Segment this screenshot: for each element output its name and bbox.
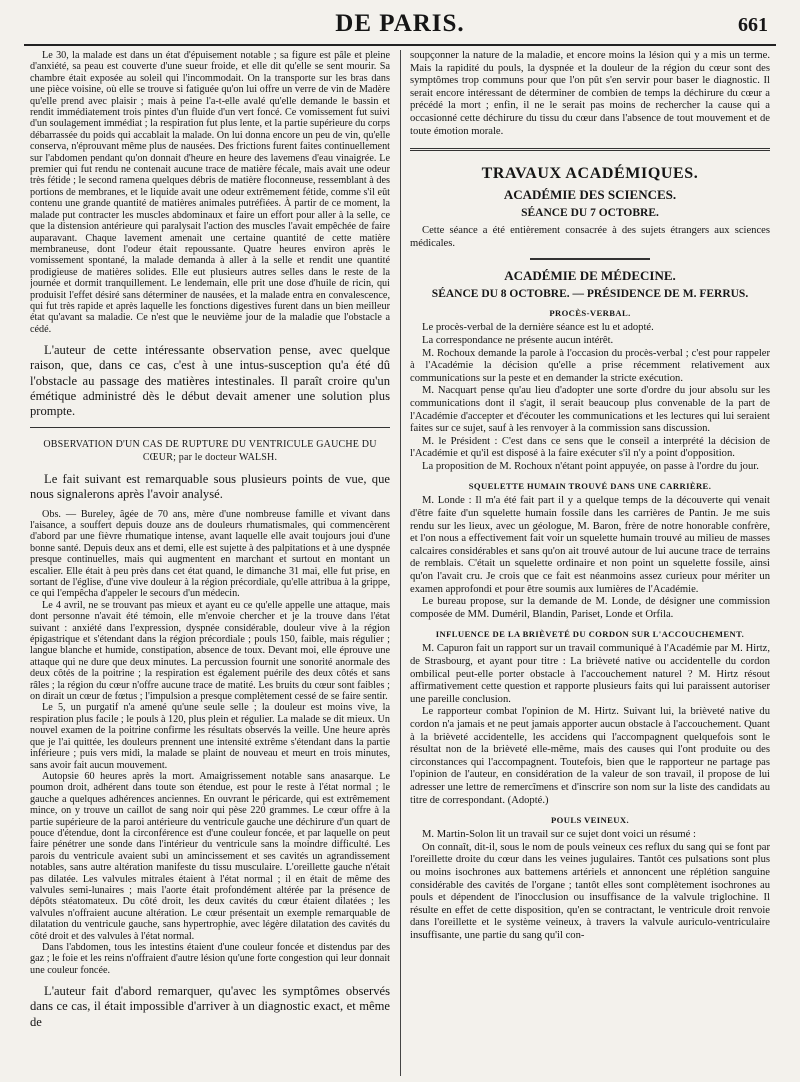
right-column [410,50,770,1076]
paragraph: Le rapporteur combat l'opinion de M. Hirtz. Suivant lui, la brièveté native du cordon n'a jamais et ne peut jamais apporter aucun obstacle à l'accouchement. Quant à la brièveté accidentelle, les accidens qui l'accompagnent quelquefois sont le résultat non de la brièveté elle-même, mais des causes qui l'ont produite ou des circonstances qui l'accompagnent. Toutefois, bien que le rapporteur ne partage pas l'opinion de l'auteur, en considération de la valeur de son travail, il propose de lui adresser une lettre de remercîmens et d'inscrire son nom sur la liste des candidats au titre de correspondant. (Adopté.) [410,706,770,806]
paragraph: On connaît, dit-il, sous le nom de pouls veineux ces reflux du sang qui se font par l'oreillette droite du cœur dans les veines jugulaires. Tantôt ces pulsations sont plus ou moins isochrones aux battemens artériels et annoncent une réplétion sanguine considérable des cavités de l'organe ; tantôt elles sont complètement isochrones au pouls et dépendent de l'inocclusion ou insuffisance de la valvule triglochine. Il résulte en effet de cette disposition, qu'en se contractant, le ventricule droit renvoie dans l'oreillette et le système veineux, à travers la valvule auriculo-ventriculaire insuffisante, une partie du sang qu'il con- [410,841,770,941]
paragraph: La correspondance ne présente aucun intérêt. [422,334,614,346]
header-rule [24,44,776,46]
paragraph: L'auteur fait d'abord remarquer, qu'avec les symptômes observés dans ce cas, il était impossible d'arriver à un diagnostic exact, et même de [30,984,390,1029]
page-header [0,0,800,40]
section-title: TRAVAUX ACADÉMIQUES. [481,165,699,183]
paragraph: Le fait suivant est remarquable sous plusieurs points de vue, que nous signalerons après l'avoir analysé. [30,472,390,502]
paragraph: Le bureau propose, sur la demande de M. Londe, de désigner une commission composée de MM. Duméril, Blandin, Pariset, Londe et Orfila. [410,596,770,620]
session-title: SÉANCE DU 8 OCTOBRE. — PRÉSIDENCE DE M. FERRUS. [431,288,749,301]
section-divider [410,148,770,151]
observation-title: OBSERVATION D'UN CAS DE RUPTURE DU VENTRICULE GAUCHE DU CŒUR; par le docteur WALSH. [43,439,377,464]
paragraph: M. Capuron fait un rapport sur un travail communiqué à l'Académie par M. Hirtz, de Strasbourg, et ayant pour titre : La brièveté native ou accidentelle du cordon ombilical peut-elle porter obstacle à l'accouchement naturel ? M. Hirtz résout affirmativement cette question et rapporte plusieurs faits qui lui paraissent autoriser une pareille conclusion. [410,643,770,705]
academy-title: ACADÉMIE DES SCIENCES. [503,187,677,203]
subsection-title: POULS VEINEUX. [550,815,630,826]
paragraph: L'auteur de cette intéressante observation pense, avec quelque raison, que, dans ce cas, c'est à une intus-susception qu'a été dû l'obstacle au passage des matières intestinales. Il paraît croire qu'un émétique administré dès le début devait amener une solution plus prompte. [30,343,390,418]
paragraph: M. Nacquart pense qu'au lieu d'adopter une sorte d'ordre du jour absolu sur les communications dont il s'agit, il serait beaucoup plus convenable de la part de l'Académie d'accepter et d'écouter les communications et les lectures qui lui seraient faites sur ce sujet, sauf à les renvoyer à la commission sans discussion. [410,385,770,435]
paragraph: Obs. — Bureley, âgée de 70 ans, mère d'une nombreuse famille et vivant dans l'aisance, a souffert depuis douze ans de douleurs rhumatismales, qui commencèrent d'abord par une fièvre rhumatique intense, avant laquelle elle avait toujours joui d'une bonne santé. Depuis deux ans et demi, elle est sujette à des palpitations et à une dyspnée presque continuelles, mais qui augmentent en marchant et surtout en montant un escalier. Elle était à peu près dans cet état quand, le dimanche 31 mai, elle fut prise, en sortant de l'église, d'une vive douleur à la région précordiale, qu'elle attribua à la grippe, ce qui l'empêcha d'appeler le secours d'un médecin. [30,508,390,600]
subsection-title: SQUELETTE HUMAIN TROUVÉ DANS UNE CARRIÈRE. [468,481,712,492]
paragraph: La proposition de M. Rochoux n'étant point appuyée, on passe à l'ordre du jour. [422,460,759,472]
subsection-title: PROCÈS-VERBAL. [549,308,631,319]
paragraph: Dans l'abdomen, tous les intestins étaient d'une couleur foncée et distendus par des gaz ; le foie et les reins n'offraient d'autre lésion qu'une forte congestion qui leur donnait une couleur foncée. [30,942,390,976]
paragraph: Cette séance a été entièrement consacrée à des sujets étrangers aux sciences médicales. [410,225,770,249]
paragraph: M. Martin-Solon lit un travail sur ce sujet dont voici un résumé : [422,829,696,841]
paragraph: Autopsie 60 heures après la mort. Amaigrissement notable sans anasarque. Le poumon droit, adhérent dans toute son étendue, est pour le reste à l'état normal ; le gauche a quelques adhérences anciennes. En ouvrant le péricarde, qui est extrêmement mince, on y trouve un caillot de sang noir qui pèse 220 grammes. Le cœur offre à la partie supérieure de la paroi antérieure du ventricule gauche une déchirure d'un quart de pouce d'étendue, dont la circonférence est d'une couleur foncée, et par laquelle on peut faire pénétrer une sonde dans l'intérieur du ventricule sans la moindre difficulté. Les parois du ventricule avaient subi un amincissement et ses cavités un agrandissement notables, sans autre altération manifeste du tissu musculaire. L'oreillette gauche n'était pas dilatée. Les valvules mitrales étaient à l'état normal ; il en était de même des valvules semi-lunaires ; mais l'aorte était profondément altérée par la présence de dépôts stéatomateux. Du côté droit, les deux cavités du cœur étaient dilatées ; les valvules n'offraient aucune altération. Le cœur présentait un exemple remarquable de dilatation du ventricule gauche, sans hypertrophie, avec légère dilatation des cavités du côté droit et des valvules à l'état normal. [30,770,390,942]
paragraph: M. Rochoux demande la parole à l'occasion du procès-verbal ; c'est pour rappeler à l'Académie la décision qu'elle a prise récemment relativement aux communications sur la peste et en demander la stricte exécution. [410,347,770,384]
paragraph: M. Londe : Il m'a été fait part il y a quelque temps de la découverte qui venait d'être faite d'un squelette humain fossile dans les carrières de Pantin. Je me suis rendu sur les lieux, avec un géologue, M. Baron, frère de notre honorable confrère, et l'on nous a effectivement fait voir un squelette humain trouvé au milieu de masses calcaires considérables et sans qu'on ait trouvé autour de lui aucune trace de terrains de remblais. C'était un squelette ordinaire et non point un squelette fossile, ainsi qu'on l'avait cru. Je crois que ce fait est néanmoins assez curieux pour mériter un examen approfondi et pour être soumis aux lumières de l'Académie. [410,495,770,595]
paragraph: M. le Président : C'est dans ce sens que le conseil a interprété la décision de l'Académie et qu'il est disposé à la faire exécuter s'il n'y a point d'opposition. [410,435,770,460]
session-title: SÉANCE DU 7 OCTOBRE. [521,207,659,220]
header-title: DE PARIS. [335,10,465,37]
page-number: 661 [738,14,768,36]
paragraph: Le 5, un purgatif n'a amené qu'une seule selle ; la douleur est moins vive, la respiration plus facile ; le pouls à 120, plus plein et régulier. La malade se dit mieux. Un nouvel examen de la poitrine confirme les résultats observés la veille. Une heure après que je l'ai quittée, les douleurs prennent une intensité extrême s'étendant dans la partie inférieure ; puis vers midi, la malade se plaint de nouveau et meurt en trois minutes, sans avoir fait aucun mouvement. [30,702,390,771]
paragraph: Le 4 avril, ne se trouvant pas mieux et ayant eu ce qu'elle appelle une attaque, mais dont personne n'avait été témoin, elle m'envoie chercher et je la trouve dans l'état suivant : anxiété dans l'expression, dyspnée considérable, douleur vive à la région épigastrique et s'étendant dans la région précordiale ; pouls 150, faible, mais régulier ; langue blanche et humide, constipation, absence de toux. Devant moi, elle éprouve une attaque qui ne dure que deux minutes. La percussion fournit une sonorité anormale des deux côtés de la poitrine ; la respiration est également puérile des deux côtés et sans râles ; la région du cœur n'offre aucune trace de matité. Les bruits du cœur sont faibles ; on dirait un cœur de fœtus ; l'impulsion a presque complètement cessé de se faire sentir. [30,599,390,703]
left-column [30,50,390,1076]
section-divider [530,258,650,260]
paragraph: soupçonner la nature de la maladie, et encore moins la lésion qui y a mis un terme. Mais la rapidité du pouls, la dyspnée et la douleur de la région du cœur sont des symptômes trop communs pour que l'on pût s'en servir pour baser le diagnostic. Il serait encore intéressant de déterminer de combien de temps la déchirure du cœur a précédé la mort ; enfin, il ne le serait pas moins de rechercher la cause qui a occasionné cette déchirure du tissu du cœur dans l'absence de tout mouvement et de toute émotion morale. [410,50,770,137]
paragraph: Le 30, la malade est dans un état d'épuisement notable ; sa figure est pâle et pleine d'anxiété, sa peau est couverte d'une sueur froide, et elle dit qu'elle se sent mourir. Sa chambre était exposée au soleil qui l'incommodait. On la transporte sur les bras dans une pièce voisine, où elle se trouve si fatiguée qu'on lui offre un verre de vin de Madère qu'elle prend avec plaisir ; mais à peine l'a-t-elle avalé qu'elle demande le bassin et rendit immédiatement trois pintes d'un fluide d'un vert foncé. Ce vomissement fut suivi d'un soulagement immédiat ; la respiration fut plus lente, et la partie supérieure du corps débarrassée du poids qui accablait la malade. On lui donna encore un peu de vin, qu'elle conserva, n'éprouvant même plus de nausées. Des frictions furent faites continuellement sur l'abdomen pendant qu'on donnait d'heure en heure des lavemens d'eau vinaigrée. Le premier qui fut rendu ne contenait aucune trace de matière fécale, mais avait une odeur très fétide ; le second ramena quelques débris de matière floconneuse, ressemblant à des portions de membranes, et le liquide avait une odeur extrêmement fétide, comme s'il eût contenu une grande quantité de matières animales putréfiées. À partir de ce moment, la malade put contracter les muscles abdominaux et faire un effort pour aller à la selle, ce que la distension antérieure qui paralysait l'action des muscles l'avait empêchée de faire auparavant. Chaque lavement amenait une certaine quantité de cette matière membraneuse, dont l'odeur était repoussante. Quatre heures environ après le vomissement spontané, la malade demanda à aller à la selle et rendit une quantité prodigieuse de matières solides. Elle eut plusieurs autres selles dans le reste de la journée et dormit tranquillement. Le lendemain, elle prit une dose d'huile de ricin, qui produisit l'effet désiré sans déterminer de nausées, et la malade entra en convalescence, qui fut très rapide et après laquelle les fonctions digestives furent dans un bien meilleur état qu'avant sa maladie. Ce n'est que le neuvième jour de la maladie que l'obstacle a cédé. [30,50,390,335]
subsection-title: INFLUENCE DE LA BRIÈVETÉ DU CORDON SUR L'ACCOUCHEMENT. [435,629,745,640]
paragraph: Le procès-verbal de la dernière séance est lu et adopté. [422,322,654,334]
section-divider [30,427,390,428]
academy-title: ACADÉMIE DE MÉDECINE. [504,268,676,284]
column-divider [400,50,401,1076]
